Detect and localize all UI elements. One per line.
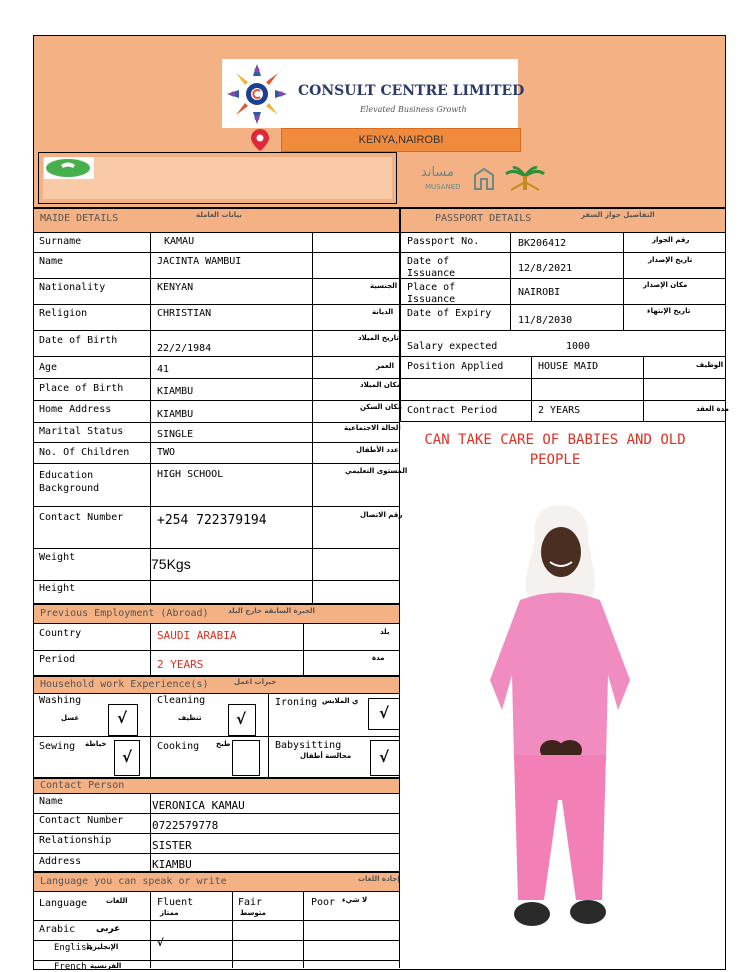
contract-ar: مدة العقد <box>696 405 730 413</box>
maide-label: Place of Birth <box>39 383 124 394</box>
prev-label: Country <box>39 628 82 639</box>
maide-title: MAIDE DETAILS <box>40 213 119 224</box>
language-title: Language you can speak or write <box>40 876 227 887</box>
salary-value: 1000 <box>566 341 591 352</box>
maide-value: KENYAN <box>157 282 194 293</box>
location-banner <box>281 128 521 152</box>
phone-icon <box>44 157 94 179</box>
language-check: √ <box>157 938 164 949</box>
household-label: Sewing <box>39 741 76 752</box>
contract-label: Contract Period <box>407 405 498 416</box>
household-title-ar: خبرات اعمل <box>234 678 277 686</box>
logo-emblem-icon <box>222 59 292 128</box>
fluent-col-label: Fluent <box>157 897 194 908</box>
maide-value: 75Kgs <box>151 556 191 572</box>
position-ar: الوظيف <box>696 361 724 369</box>
company-tagline: Elevated Business Growth <box>360 105 467 114</box>
household-check: √ <box>379 748 390 766</box>
household-title: Household work Experience(s) <box>40 679 209 690</box>
language-col-ar: اللغات <box>106 897 128 905</box>
maide-value: TWO <box>157 447 176 458</box>
poor-col-ar: لا شيء <box>342 896 368 904</box>
maide-label: Age <box>39 362 58 373</box>
passport-section-header <box>400 208 726 233</box>
location-pin-icon <box>249 128 271 152</box>
maide-label: No. Of Children <box>39 447 130 458</box>
maide-value: +254 722379194 <box>157 513 267 528</box>
passport-value: 12/8/2021 <box>518 263 573 274</box>
musaned-logo <box>419 165 497 193</box>
maide-ar: الجنسية <box>370 282 398 290</box>
fair-col-ar: متوسط <box>240 909 266 917</box>
passport-label: Place of Issuance <box>407 282 456 305</box>
maide-ar: عدد الأطفال <box>356 446 399 454</box>
maide-label: Contact Number <box>39 512 124 523</box>
maide-value: SINGLE <box>157 429 194 440</box>
household-label: Cleaning <box>157 695 206 706</box>
language-col-label: Language <box>39 898 88 909</box>
prev-ar: مدة <box>372 654 385 662</box>
maide-ar: مكان السكن <box>360 403 402 411</box>
maide-ar: رقم الاتصال <box>360 511 403 519</box>
passport-label: Date of Expiry <box>407 308 492 319</box>
maide-value: 41 <box>157 364 170 375</box>
maide-value: KAMAU <box>164 236 195 247</box>
household-check: √ <box>122 748 133 766</box>
language-title-ar: إجادة اللغات <box>358 875 400 883</box>
candidate-photo <box>480 500 640 948</box>
household-ar: طبخ <box>216 740 231 748</box>
language-row-label: Arabic <box>39 924 76 935</box>
household-ar: غسل <box>61 714 80 722</box>
maide-ar: الحالة الاجتماعية <box>344 424 401 432</box>
maide-value: HIGH SCHOOL <box>157 469 224 480</box>
passport-value: BK206412 <box>518 238 567 249</box>
maide-ar: المستوى التعليمي <box>345 467 408 475</box>
prev-employment-header <box>33 604 400 624</box>
phone-box <box>38 152 397 204</box>
household-label: Ironing <box>275 697 318 708</box>
maide-value: CHRISTIAN <box>157 308 212 319</box>
maide-label: Religion <box>39 308 88 319</box>
passport-ar: رقم الجواز <box>652 236 690 244</box>
language-row-label: French <box>54 962 87 972</box>
household-label: Cooking <box>157 741 200 752</box>
household-check: √ <box>117 709 128 727</box>
contact-label: Relationship <box>39 835 112 846</box>
passport-label: Date of Issuance <box>407 256 456 279</box>
prev-employment-title: Previous Employment (Abroad) <box>40 608 209 619</box>
contact-label: Name <box>39 796 64 807</box>
language-row-label: English <box>54 943 92 953</box>
household-label: Babysitting <box>275 740 342 751</box>
maide-label: Education Background <box>39 470 100 494</box>
household-label: Washing <box>39 695 82 706</box>
maide-label: Nationality <box>39 282 106 293</box>
household-check: √ <box>379 704 390 722</box>
maide-label: Surname <box>39 236 82 247</box>
maide-title-ar: بيانات العاملة <box>196 211 242 219</box>
maide-value: KIAMBU <box>157 409 194 420</box>
skills-remark: CAN TAKE CARE OF BABIES AND OLD PEOPLE <box>424 432 686 468</box>
location-text: KENYA,NAIROBI <box>358 134 444 146</box>
maide-value: KIAMBU <box>157 386 194 397</box>
contract-value: 2 YEARS <box>538 405 581 416</box>
household-ar: ي الملابس <box>322 697 359 705</box>
household-ar: مجالسة أطفال <box>300 752 352 760</box>
passport-value: NAIROBI <box>518 287 561 298</box>
passport-label: Passport No. <box>407 236 480 247</box>
maide-label: Name <box>39 256 64 267</box>
prev-value: SAUDI ARABIA <box>157 629 237 642</box>
household-ar: تنظيف <box>178 714 202 722</box>
household-check: √ <box>236 710 247 728</box>
saudi-palm-icon <box>503 164 547 194</box>
maide-value: JACINTA WAMBUI <box>157 256 242 267</box>
position-label: Position Applied <box>407 361 504 372</box>
household-ar: خياطة <box>85 740 107 748</box>
passport-title-ar: التفاصيل جواز السفر <box>581 211 655 219</box>
fluent-col-ar: ممتاز <box>160 909 179 917</box>
contact-label: Contact Number <box>39 815 124 826</box>
maide-section-header <box>33 208 400 233</box>
passport-title: PASSPORT DETAILS <box>435 213 532 224</box>
company-name: CONSULT CENTRE LIMITED <box>298 83 525 99</box>
musaned-ar: مساند <box>421 165 454 180</box>
household-header <box>33 676 400 694</box>
contact-value: 0722579778 <box>152 819 219 832</box>
language-row-ar: الفرنسية <box>90 962 122 970</box>
passport-ar: تاريخ الإنتهاء <box>647 307 691 315</box>
company-logo <box>222 59 525 128</box>
maide-label: Weight <box>39 552 76 563</box>
position-value: HOUSE MAID <box>538 361 599 372</box>
prev-label: Period <box>39 654 76 665</box>
prev-value: 2 YEARS <box>157 658 204 671</box>
contact-person-header <box>33 778 400 794</box>
passport-ar: مكان الإصدار <box>643 281 688 289</box>
musaned-en: MUSANED <box>425 183 461 191</box>
maide-ar: تاريخ الميلاد <box>358 334 399 342</box>
maide-label: Home Address <box>39 404 112 415</box>
maide-value: 22/2/1984 <box>157 343 212 354</box>
contact-value: SISTER <box>152 839 192 852</box>
contact-value: KIAMBU <box>152 858 192 871</box>
check-box <box>232 740 260 776</box>
prev-ar: بلد <box>380 628 390 636</box>
language-row-ar: الإنجليزية <box>86 943 119 951</box>
poor-col-label: Poor <box>311 897 336 908</box>
contact-value: VERONICA KAMAU <box>152 799 245 812</box>
prev-employment-title-ar: الخبرة السابقة خارج البلد <box>228 607 315 615</box>
maide-ar: العمر <box>376 362 395 370</box>
maide-label: Date of Birth <box>39 335 118 346</box>
language-header <box>33 872 400 892</box>
maide-ar: مكان الميلاد <box>360 381 401 389</box>
language-row-ar: عربى <box>96 924 121 934</box>
passport-ar: تاريخ الإصدار <box>648 256 693 264</box>
salary-label: Salary expected <box>407 341 498 352</box>
contact-person-title: Contact Person <box>40 780 125 791</box>
passport-value: 11/8/2030 <box>518 315 573 326</box>
maide-label: Height <box>39 583 76 594</box>
maide-ar: الديانة <box>372 308 394 316</box>
contact-label: Address <box>39 856 82 867</box>
maide-label: Marital Status <box>39 426 124 437</box>
fair-col-label: Fair <box>238 897 263 908</box>
